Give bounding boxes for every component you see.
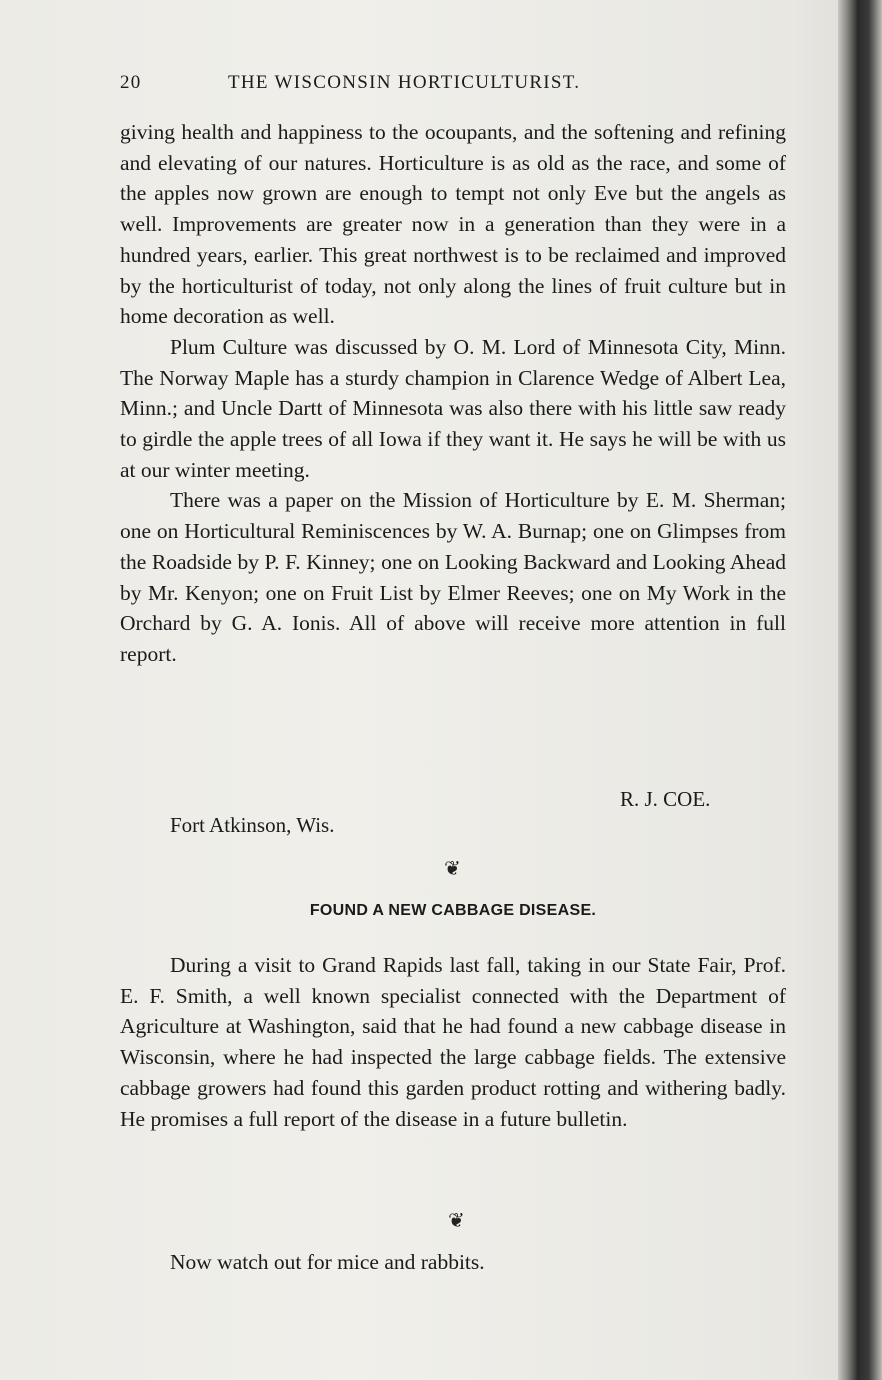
book-binding-edge [838,0,882,1380]
paragraph-cabbage-disease: During a visit to Grand Rapids last fall, taking in our State Fair, Prof. E. F. Smith, a well known specialist connected with the Department of Agriculture at Washington, said that he had found a new cabbage disease in Wisconsin, where he had inspected the large cabbage fields. The extensive cabbage growers had found this garden product rotting and withering badly. He promises a full report of the disease in a future bulletin. [120,953,786,1131]
page-number: 20 [120,72,142,93]
leaf-ornament-icon: ❦ [448,1208,465,1232]
paragraph-horticulture: giving health and happiness to the ocoupants, and the softening and refining and elevating of our natures. Horticulture is as old as the race, and some of the apples now grown are enough to tempt not only Eve but the angels as well. Improvements are greater now in a generation than they were in a hundred years, earlier. This great northwest is to be reclaimed and improved by the horticulturist of today, not only along the lines of fruit culture but in home decoration as well. [120,120,786,329]
article-headline: FOUND A NEW CABBAGE DISEASE. [309,902,597,919]
author-signature: R. J. COE. [620,787,711,811]
author-location: Fort Atkinson, Wis. [170,813,335,837]
running-head [120,70,785,98]
leaf-ornament-icon: ❦ [444,856,461,880]
journal-title: THE WISCONSIN HORTICULTURIST. [228,72,581,93]
paragraph-plum-culture: Plum Culture was discussed by O. M. Lord of Minnesota City, Minn. The Norway Maple has a sturdy champion in Clarence Wedge of Albert Lea, Minn.; and Uncle Dartt of Minnesota was also there with his little saw ready to girdle the apple trees of all Iowa if they want it. He says he will be with us at our winter meeting. [120,334,786,482]
article-continuation [120,117,786,670]
closing-line: Now watch out for mice and rabbits. [170,1250,485,1274]
article-cabbage-disease [120,950,786,1134]
paragraph-papers: There was a paper on the Mission of Horticulture by E. M. Sherman; one on Horticultural Reminiscences by W. A. Burnap; one on Glimpses from the Roadside by P. F. Kinney; one on Looking Backward and Looking Ahead by Mr. Kenyon; one on Fruit List by Elmer Reeves; one on My Work in the Orchard by G. A. Ionis. All of above will receive more attention in full report. [120,488,786,666]
